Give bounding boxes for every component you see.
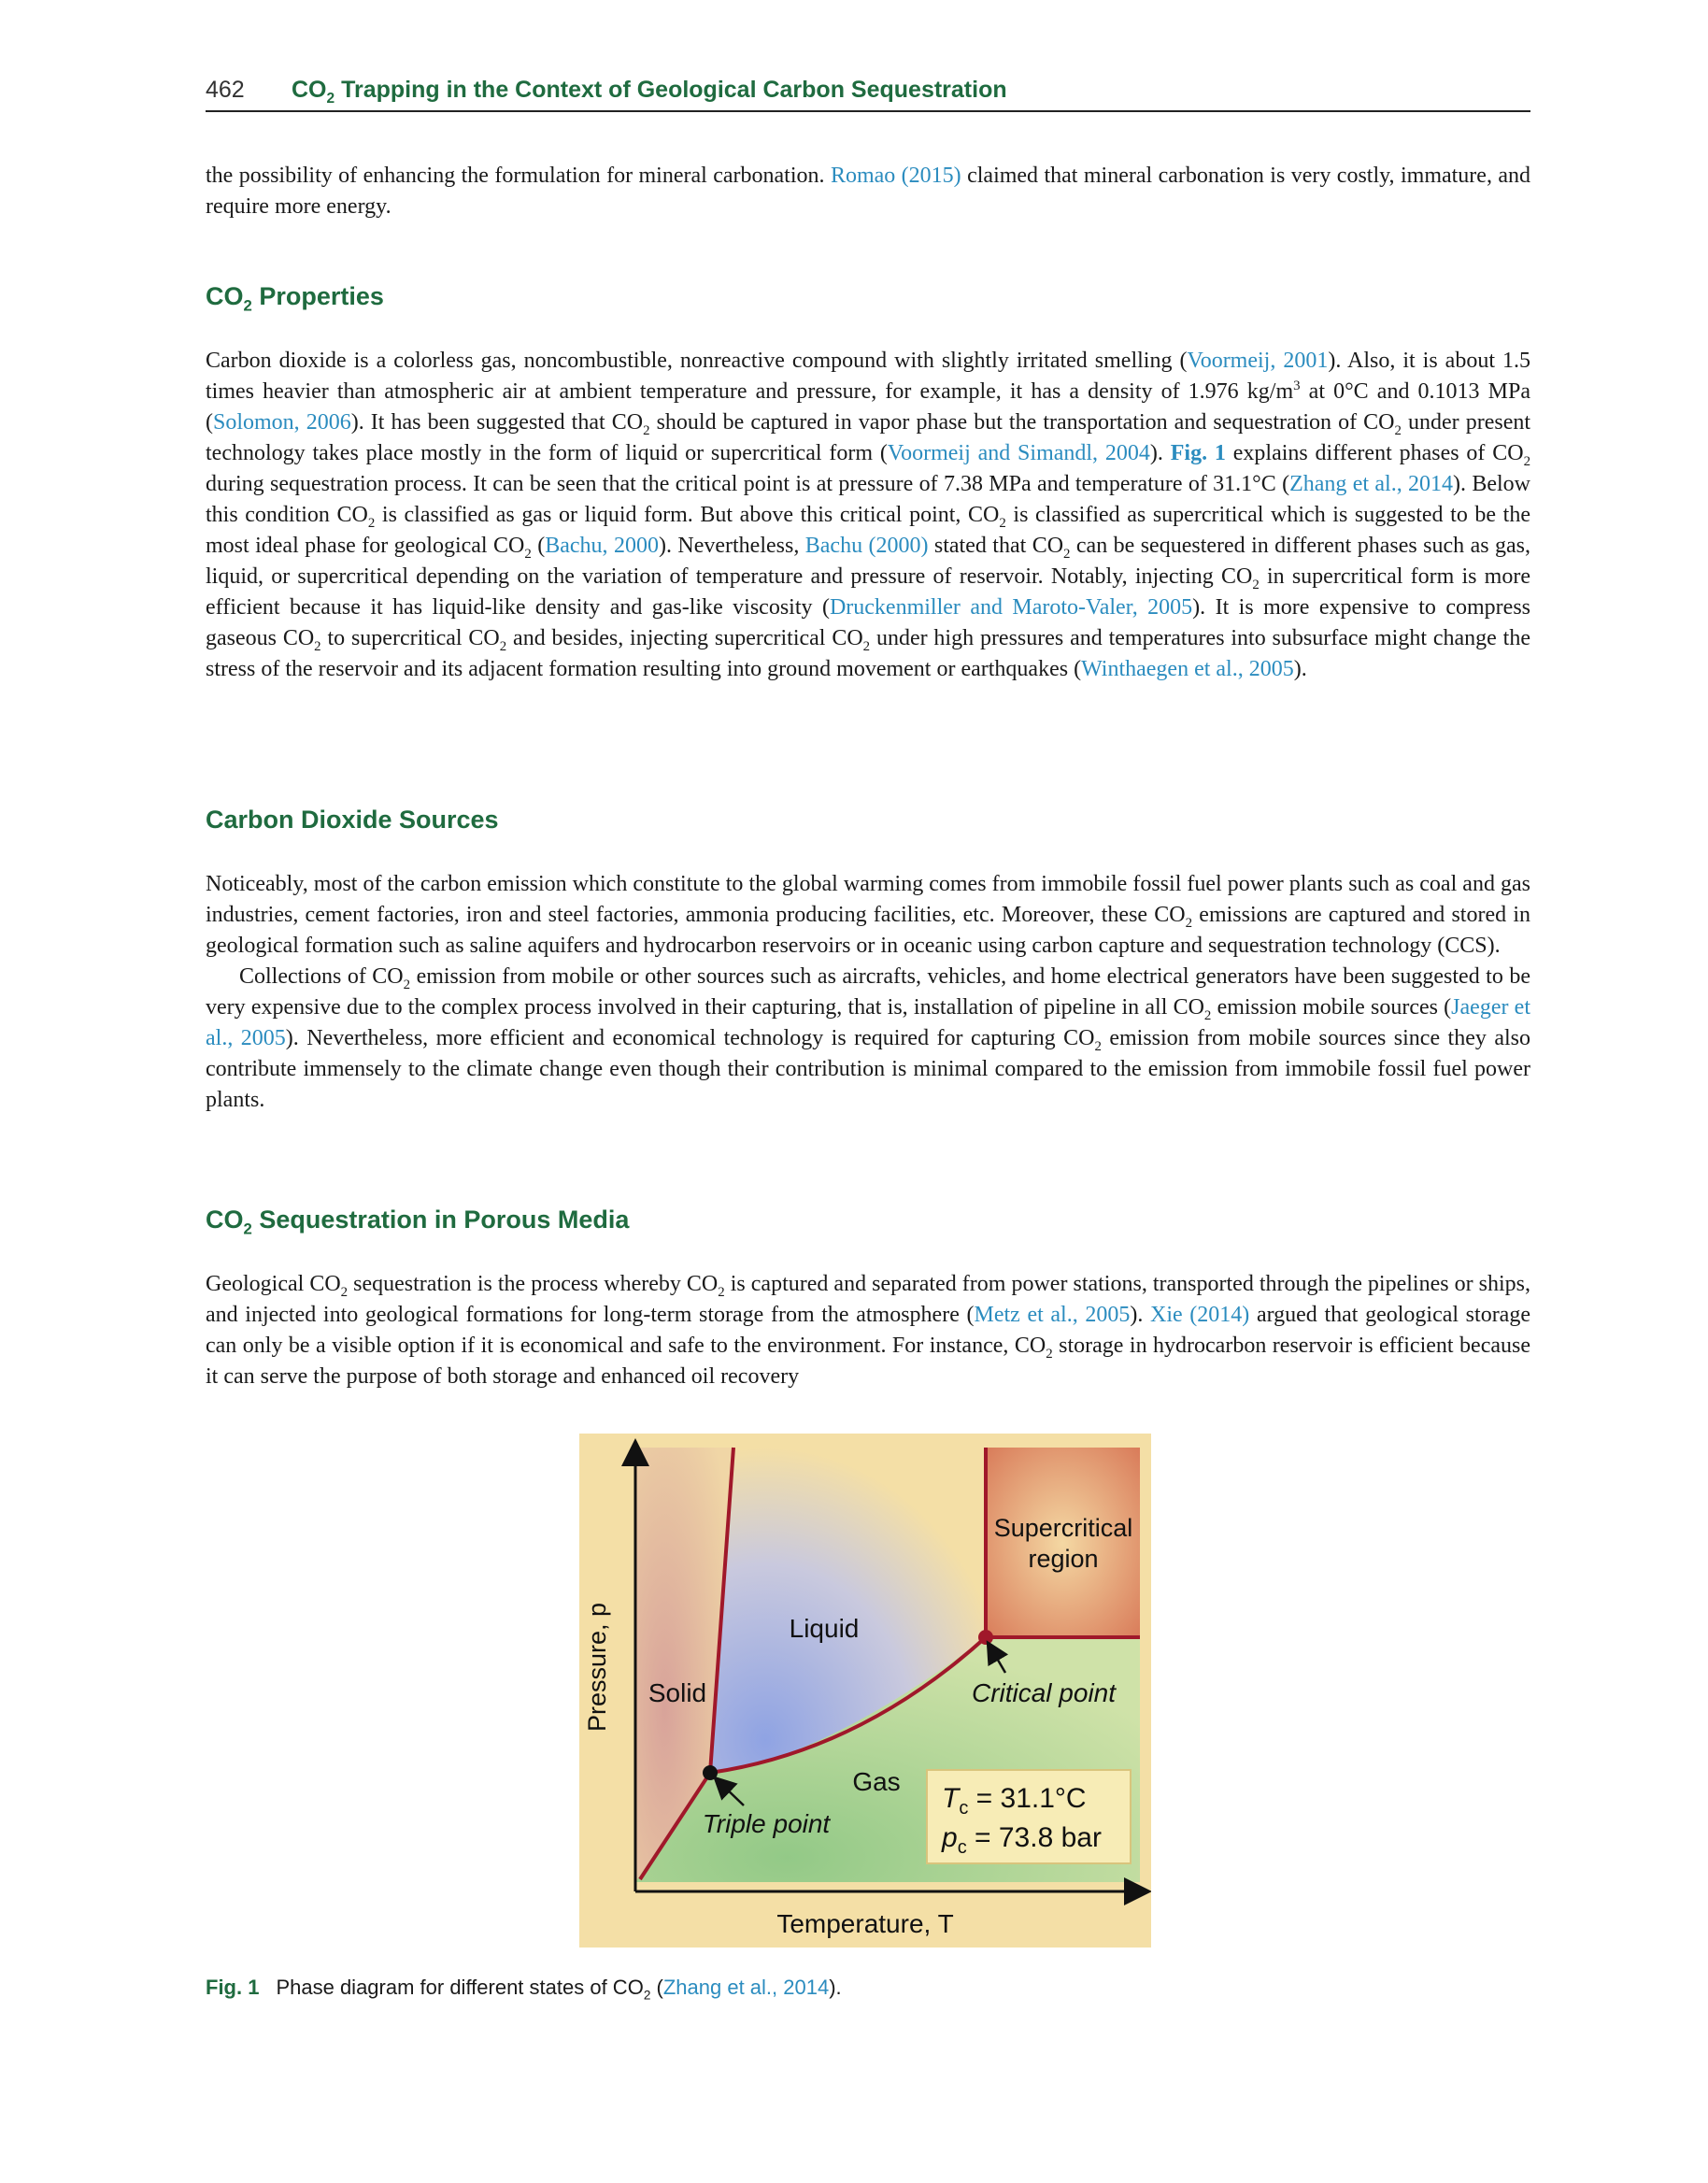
citation-link[interactable]: Zhang et al., 2014: [662, 1976, 830, 1999]
triple-point-marker: [703, 1765, 718, 1780]
critical-pressure-text: $p_c = 73.8$ bar: [942, 1822, 1102, 1858]
citation-link[interactable]: Xie (2014): [1150, 1303, 1250, 1327]
section-heading-co2-sequestration: $CO_2$ Sequestration in Porous Media: [206, 1206, 630, 1238]
supercritical-label-line1: Supercritical: [993, 1514, 1133, 1542]
properties-paragraph: Carbon dioxide is a colorless gas, noncombustible, nonreactive compound with slightly irritated smelling (Voormeij, 2001). Also, it is about 1.5 times heavier than atmospheric air at ambient temperature and pressure, for example, it has a density of 1.976 $kg/m^3$ at 0°C and 0.1013 MPa (Solomon, 2006). It has been suggested that $CO_2$ should be captured in vapor phase but the transportation and sequestration of $CO_2$ under present technology takes place mostly in the form of liquid or supercritical form (Voormeij and Simandl, 2004). Fig. 1 explains different phases of $CO_2$ during sequestration process. It can be seen that the critical point is at pressure of 7.38 MPa and temperature of 31.1°C (Zhang et al., 2014). Below this condition $CO_2$ is classified as gas or liquid form. But above this critical point, $CO_2$ is classified as supercritical which is suggested to be the most ideal phase for geological $CO_2$ (Bachu, 2000). Nevertheless, Bachu (2000) stated that $CO_2$ can be sequestered in different phases such as gas, liquid, or supercritical depending on the variation of temperature and pressure of reservoir. Notably, injecting $CO_2$ in supercritical form is more efficient because it has liquid-like density and gas-like viscosity (Druckenmiller and Maroto-Valer, 2005). It is more expensive to compress gaseous $CO_2$ to supercritical $CO_2$ and besides, injecting supercritical $CO_2$ under high pressures and temperatures into subsurface might change the stress of the reservoir and its adjacent formation resulting into ground movement or earthquakes (Winthaegen et al., 2005).: [206, 349, 1531, 681]
running-header: [206, 73, 1530, 112]
liquid-label: Liquid: [789, 1614, 860, 1643]
supercritical-region: [986, 1448, 1140, 1639]
phase-diagram-svg: [579, 1434, 1151, 1948]
supercritical-label-line2: region: [1028, 1545, 1099, 1573]
citation-link[interactable]: Bachu (2000): [804, 534, 929, 558]
figure-caption: Fig. 1 Phase diagram for different states of $CO_2$ (Zhang et al., 2014).: [206, 1976, 842, 2003]
citation-link[interactable]: Metz et al., 2005: [974, 1303, 1131, 1327]
triple-point-label: Triple point: [702, 1809, 831, 1838]
critical-point-label: Critical point: [971, 1678, 1117, 1707]
running-title: $CO_2$ Trapping in the Context of Geological Carbon Sequestration: [292, 77, 1007, 107]
figure-link[interactable]: Fig. 1: [1170, 441, 1226, 465]
solid-label: Solid: [648, 1678, 707, 1707]
citation-link[interactable]: Zhang et al., 2014: [1289, 472, 1454, 496]
critical-point-marker: [978, 1630, 993, 1645]
page-number: 462: [206, 77, 245, 103]
citation-link[interactable]: Solomon, 2006: [213, 410, 351, 435]
citation-link[interactable]: Jaeger et al., 2005: [206, 995, 1530, 1050]
citation-link[interactable]: Bachu, 2000: [545, 534, 659, 558]
x-axis-label: Temperature, T: [776, 1909, 954, 1938]
citation-link[interactable]: Winthaegen et al., 2005: [1081, 657, 1294, 681]
y-axis-label: Pressure, p: [583, 1602, 611, 1733]
citation-link[interactable]: Romao (2015): [830, 164, 961, 188]
section-heading-carbon-dioxide-sources: Carbon Dioxide Sources: [206, 806, 499, 834]
porous-paragraph: Geological $CO_2$ sequestration is the process whereby $CO_2$ is captured and separated from power stations, transported through the pipelines or ships, and injected into geological formations for long-term storage from the atmosphere (Metz et al., 2005). Xie (2014) argued that geological storage can only be a visible option if it is economical and safe to the environment. For instance, $CO_2$ storage in hydrocarbon reservoir is efficient because it can serve the purpose of both storage and enhanced oil recovery: [206, 1272, 1530, 1389]
critical-temperature-text: $T_c = 31.1^\circ C$: [942, 1783, 1087, 1819]
section-heading-co2-properties: $CO_2$ Properties: [206, 282, 384, 315]
citation-link[interactable]: Voormeij and Simandl, 2004: [887, 441, 1150, 465]
gas-label: Gas: [852, 1767, 901, 1796]
sources-paragraphs: Noticeably, most of the carbon emission which constitute to the global warming comes from immobile fossil fuel power plants such as coal and gas industries, cement factories, iron and steel factories, ammonia producing facilities, etc. Moreover, these $CO_2$ emissions are captured and stored in geological formation such as saline aquifers and hydrocarbon reservoirs or in oceanic using carbon capture and sequestration technology (CCS). Collections of $CO_2$ emission from mobile or other sources such as aircrafts, vehicles, and home electrical generators have been suggested to be very expensive due to the complex process involved in their capturing, that is, installation of pipeline in all $CO_2$ emission mobile sources (Jaeger et al., 2005). Nevertheless, more efficient and economical technology is required for capturing $CO_2$ emission from mobile sources since they also contribute immensely to the climate change even though their contribution is minimal compared to the emission from immobile fossil fuel power plants.: [206, 872, 1531, 1112]
caption-label: Fig. 1: [206, 1976, 260, 1999]
citation-link[interactable]: Druckenmiller and Maroto-Valer, 2005: [829, 595, 1193, 620]
phase-diagram-figure: [579, 1434, 1151, 1948]
citation-link[interactable]: Voormeij, 2001: [1187, 349, 1329, 373]
intro-paragraph: the possibility of enhancing the formulation for mineral carbonation. Romao (2015) claimed that mineral carbonation is very costly, immature, and require more energy.: [206, 164, 1531, 219]
